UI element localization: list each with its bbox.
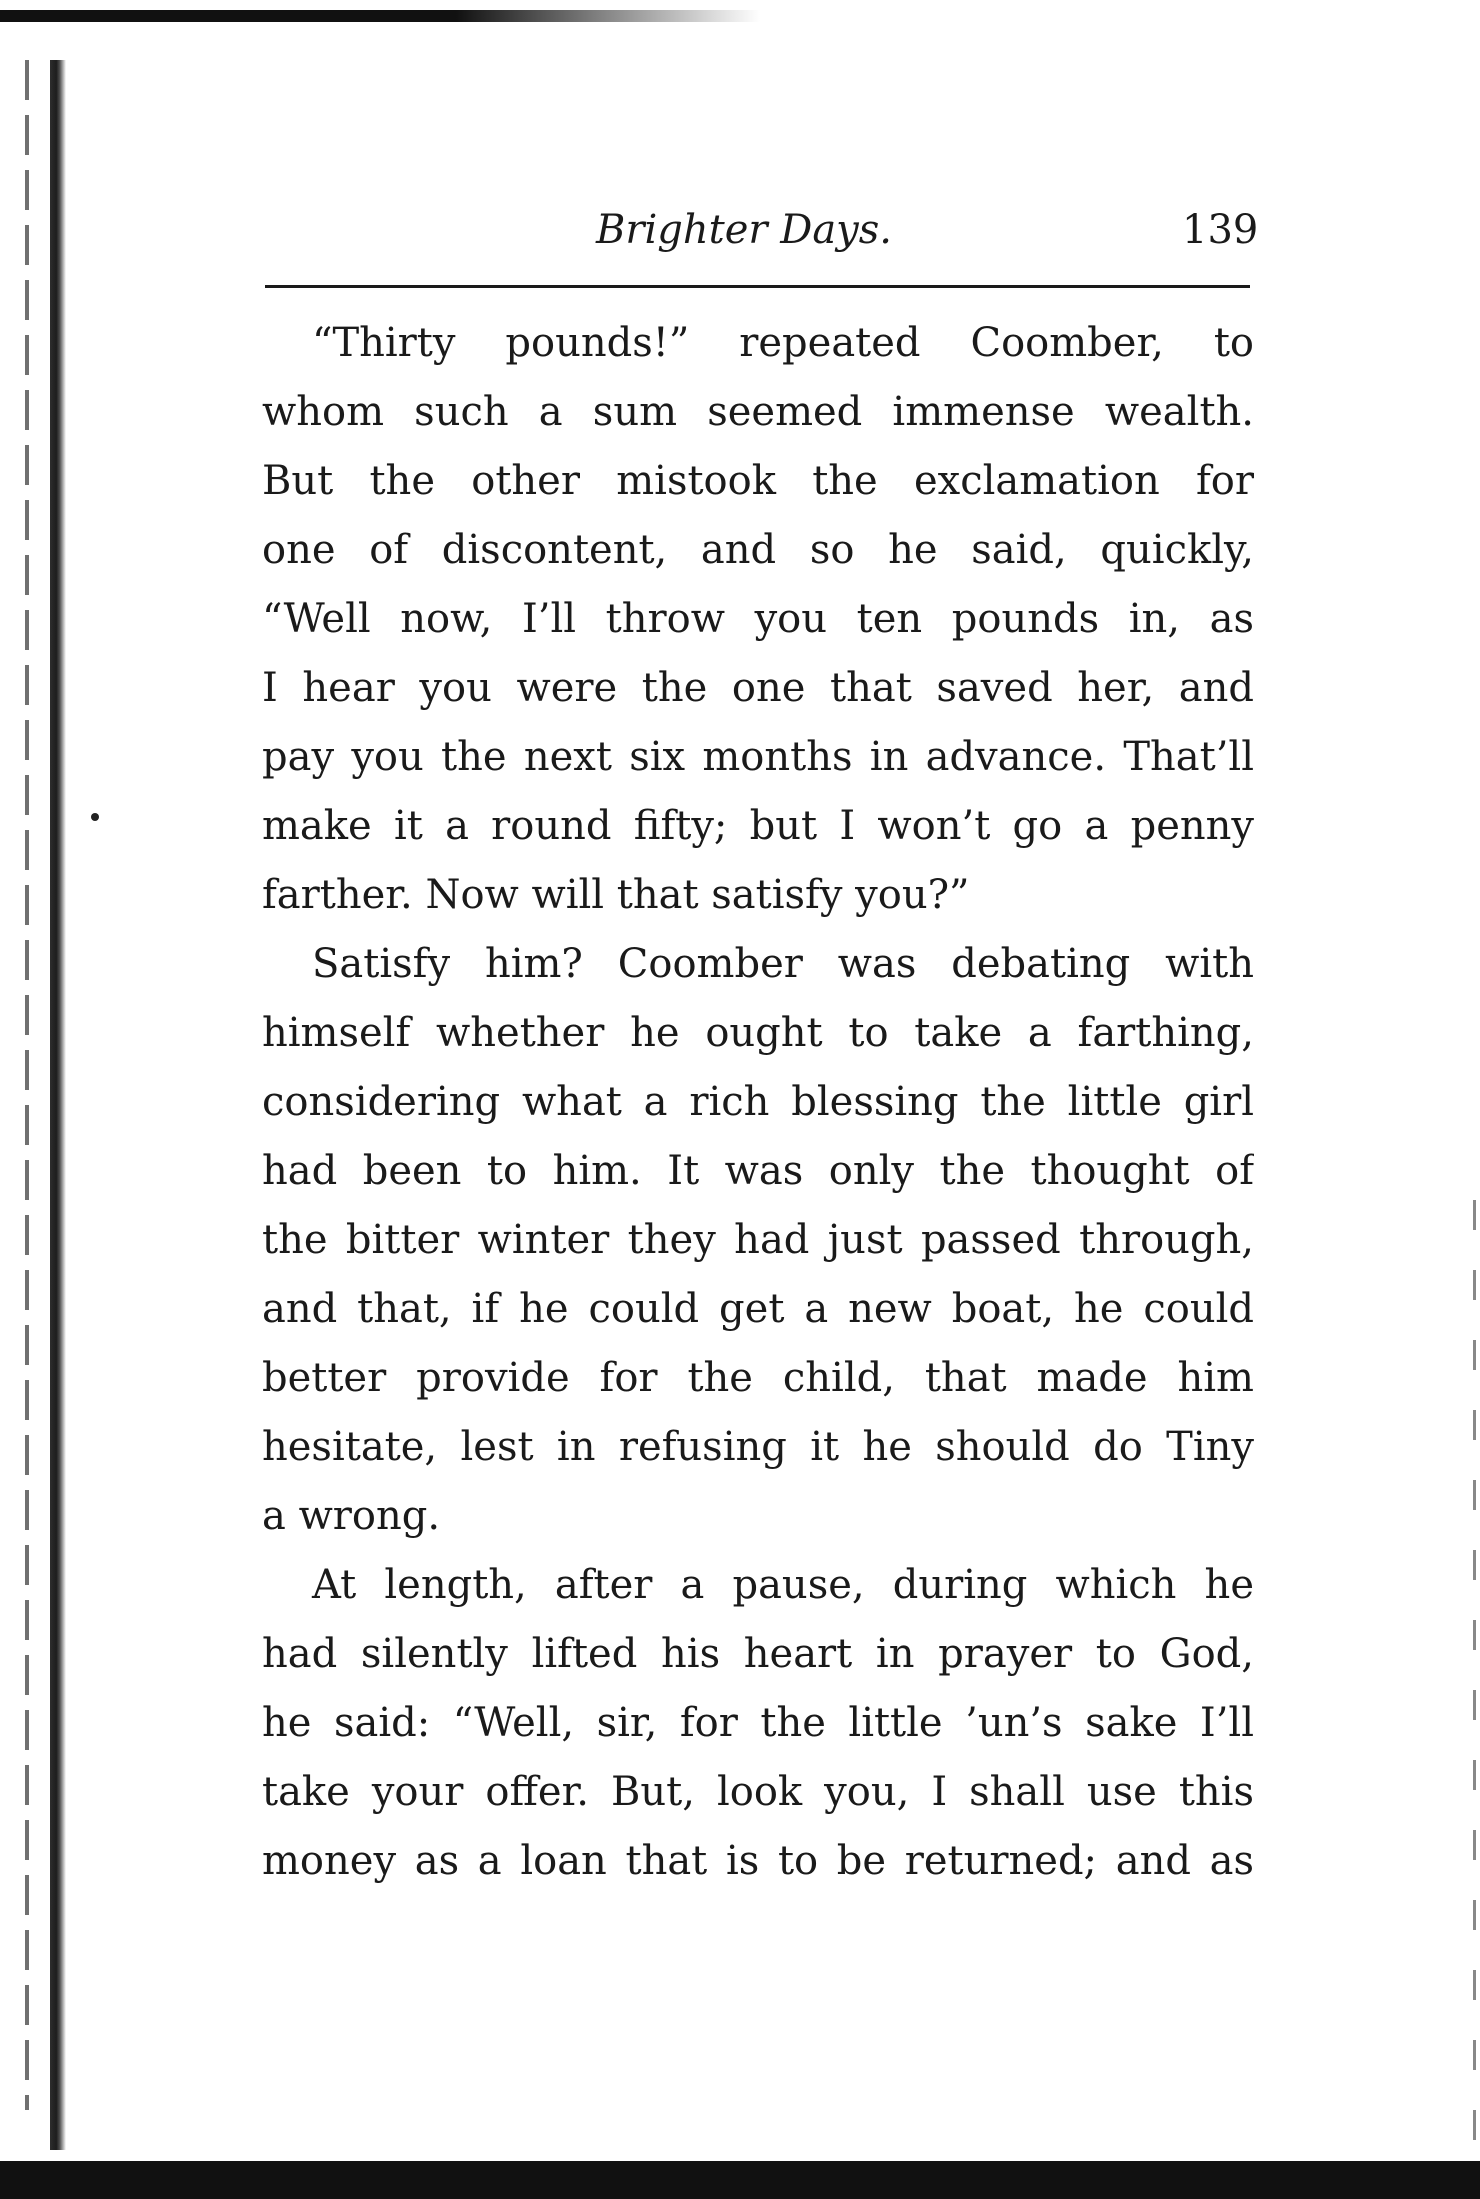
text-line: the bitter winter they had just passed through, [262,1217,1254,1263]
text-line: make it a round fifty; but I won’t go a penny [262,803,1254,849]
text-line: hesitate, lest in refusing it he should do Tiny [262,1424,1254,1470]
running-head [0,200,1480,260]
page-number: 139 [1182,207,1259,253]
text-line: take your offer. But, look you, I shall use this [262,1769,1254,1815]
text-line: But the other mistook the exclamation for [262,458,1254,504]
text-line: Satisfy him? Coomber was debating with [312,941,1254,987]
text-line: considering what a rich blessing the little girl [262,1079,1254,1125]
text-line: pay you the next six months in advance. That’ll [262,734,1254,780]
text-line: whom such a sum seemed immense wealth. [262,389,1254,435]
scan-edge-bottom [0,2161,1480,2199]
text-line: he said: “Well, sir, for the little ’un’s sake I’ll [262,1700,1254,1746]
ink-speck [91,813,99,821]
text-line: money as a loan that is to be returned; and as [262,1838,1254,1884]
header-rule [265,285,1250,288]
text-line: had been to him. It was only the thought of [262,1148,1254,1194]
running-title: Brighter Days. [596,207,893,253]
text-line: farther. Now will that satisfy you?” [262,872,970,918]
text-line: “Thirty pounds!” repeated Coomber, to [312,320,1254,366]
text-line: himself whether he ought to take a farthing, [262,1010,1254,1056]
text-line: had silently lifted his heart in prayer to God, [262,1631,1254,1677]
text-line: a wrong. [262,1493,441,1539]
text-line: At length, after a pause, during which he [312,1562,1254,1608]
scan-edge-left-thin [25,60,29,2110]
scan-edge-top [0,10,760,22]
text-line: better provide for the child, that made him [262,1355,1254,1401]
text-line: and that, if he could get a new boat, he could [262,1286,1254,1332]
text-line: I hear you were the one that saved her, and [262,665,1254,711]
body-text [262,309,1254,1896]
scan-edge-right [1473,1200,1476,2150]
text-line: “Well now, I’ll throw you ten pounds in, as [262,596,1254,642]
scan-edge-left [50,60,66,2150]
text-line: one of discontent, and so he said, quickly, [262,527,1254,573]
